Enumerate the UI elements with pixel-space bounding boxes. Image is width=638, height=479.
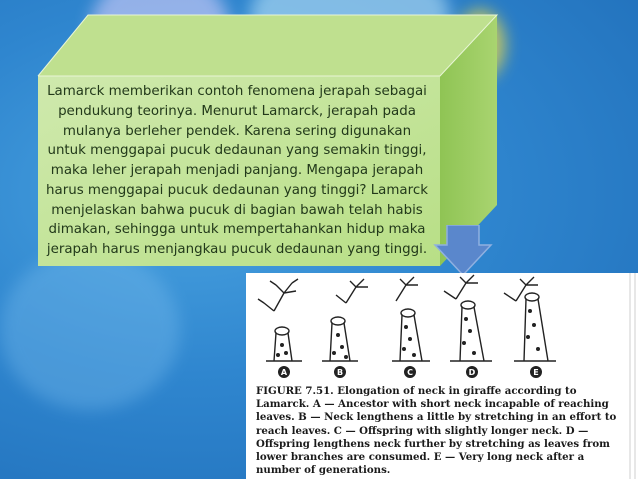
description-text: Lamarck memberikan contoh fenomena jerapah sebagai pendukung teorinya. Menurut Lamarck, jerapah pada mulanya berleher pendek. Karena sering digunakan untuk menggapai pucuk dedaunan yang semakin tinggi, maka leher jerapah menjadi panjang. Mengapa jerapah harus menggapai pucuk dedaunan yang tinggi? Lamarck menjelaskan bahwa pucuk di bagian bawah telah habis dimakan, sehingga untuk mempertahankan hidup maka jerapah harus menjangkau pucuk dedaunan yang tinggi. — [46, 84, 428, 257]
down-arrow-icon — [433, 225, 493, 277]
label-d: D — [468, 368, 476, 377]
label-a: A — [280, 368, 288, 377]
giraffe-a — [266, 327, 302, 361]
giraffe-figure — [246, 273, 638, 479]
giraffe-b — [322, 317, 358, 361]
label-b: B — [336, 368, 344, 377]
cube-top-face — [38, 15, 497, 76]
giraffe-c — [392, 309, 430, 361]
label-e: E — [533, 368, 539, 377]
label-c: C — [407, 368, 413, 377]
figure-caption: FIGURE 7.51. Elongation of neck in giraffe according to Lamarck. A — Ancestor with short neck incapable of reaching leaves. B — Neck lengthens a little by stretching in an effort to reach leaves. C — Offspring with slightly longer neck. D — Offspring lengthens neck further by stretching as leaves from lower branches are consumed. E — Very long neck after a number of generations. — [256, 385, 617, 477]
tree-branches — [258, 275, 538, 311]
giraffe-e — [514, 293, 556, 361]
